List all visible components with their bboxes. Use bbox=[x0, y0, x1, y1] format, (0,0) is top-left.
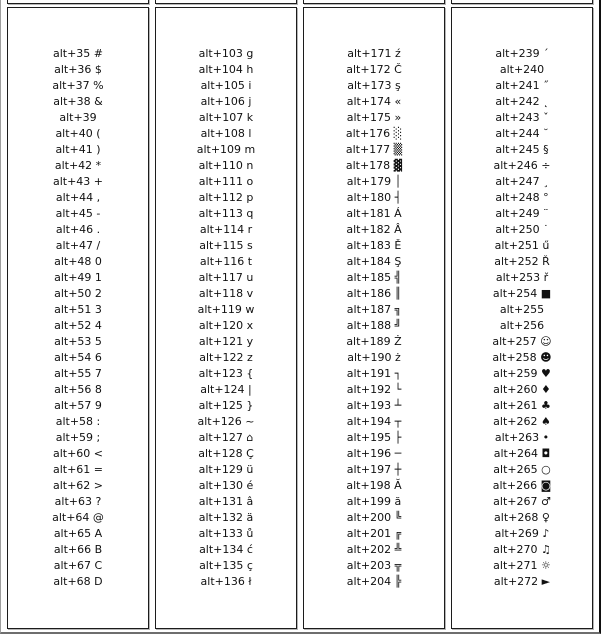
alt-code-line: alt+64 @ bbox=[52, 511, 104, 524]
alt-code-line: alt+108 l bbox=[200, 127, 252, 140]
alt-code-line: alt+58 : bbox=[55, 415, 101, 428]
alt-code-line: alt+47 / bbox=[55, 239, 101, 252]
alt-code-line: alt+175 » bbox=[346, 111, 402, 124]
alt-code-line: alt+199 ă bbox=[346, 495, 402, 508]
alt-code-line: alt+248 ° bbox=[495, 191, 549, 204]
alt-code-line: alt+176 ░ bbox=[345, 127, 403, 140]
alt-code-line: alt+174 « bbox=[346, 95, 402, 108]
alt-code-line: alt+133 ů bbox=[198, 527, 254, 540]
alt-code-line: alt+106 j bbox=[200, 95, 252, 108]
alt-code-line: alt+57 9 bbox=[54, 399, 102, 412]
alt-code-line: alt+197 ┼ bbox=[346, 463, 402, 476]
alt-code-line: alt+247 ¸ bbox=[495, 175, 549, 188]
alt-code-line: alt+243 ˇ bbox=[495, 111, 549, 124]
alt-code-line: alt+122 z bbox=[199, 351, 253, 364]
alt-code-line: alt+115 s bbox=[199, 239, 253, 252]
alt-code-line: alt+246 ÷ bbox=[493, 159, 551, 172]
alt-code-line: alt+188 ╝ bbox=[346, 319, 402, 332]
alt-code-line: alt+135 ç bbox=[199, 559, 253, 572]
alt-code-line: alt+272 ► bbox=[493, 575, 551, 588]
alt-code-line: alt+264 ◘ bbox=[493, 447, 551, 460]
alt-code-line: alt+37 % bbox=[52, 79, 104, 92]
alt-code-line: alt+136 ł bbox=[200, 575, 252, 588]
alt-code-line: alt+132 ä bbox=[198, 511, 254, 524]
alt-code-line: alt+42 * bbox=[54, 159, 102, 172]
alt-code-line: alt+172 Č bbox=[346, 63, 402, 76]
alt-code-line: alt+134 ć bbox=[199, 543, 253, 556]
alt-code-line: alt+123 { bbox=[198, 367, 254, 380]
alt-code-line: alt+60 < bbox=[52, 447, 104, 460]
alt-code-line: alt+171 ź bbox=[347, 47, 401, 60]
alt-code-line: alt+65 A bbox=[53, 527, 103, 540]
alt-code-line: alt+198 Ă bbox=[346, 479, 402, 492]
alt-code-line: alt+240 bbox=[499, 63, 545, 76]
alt-codes-column-4 bbox=[451, 7, 593, 629]
alt-code-line: alt+195 ├ bbox=[346, 431, 402, 444]
alt-code-line: alt+261 ♣ bbox=[493, 399, 551, 412]
alt-codes-row bbox=[7, 7, 593, 629]
alt-code-line: alt+120 x bbox=[198, 319, 254, 332]
alt-code-line: alt+39 bbox=[59, 111, 97, 124]
alt-code-line: alt+267 ♂ bbox=[493, 495, 551, 508]
alt-code-line: alt+68 D bbox=[53, 575, 103, 588]
alt-code-line: alt+257 ☺ bbox=[492, 335, 552, 348]
alt-code-line: alt+265 ○ bbox=[493, 463, 551, 476]
alt-code-line: alt+193 ┴ bbox=[346, 399, 402, 412]
alt-code-line: alt+262 ♠ bbox=[493, 415, 551, 428]
alt-code-line: alt+180 ┤ bbox=[346, 191, 402, 204]
alt-code-line: alt+252 Ř bbox=[494, 255, 550, 268]
alt-code-line: alt+239 ´ bbox=[495, 47, 549, 60]
alt-codes-column-2 bbox=[155, 7, 297, 629]
alt-code-line: alt+121 y bbox=[198, 335, 254, 348]
alt-code-line: alt+203 ╦ bbox=[346, 559, 402, 572]
alt-codes-column-1 bbox=[7, 7, 149, 629]
alt-code-line: alt+56 8 bbox=[54, 383, 102, 396]
alt-code-line: alt+270 ♫ bbox=[493, 543, 551, 556]
alt-code-line: alt+200 ╚ bbox=[346, 511, 402, 524]
alt-code-line: alt+126 ~ bbox=[197, 415, 255, 428]
alt-code-line: alt+245 § bbox=[495, 143, 549, 156]
alt-code-line: alt+61 = bbox=[52, 463, 104, 476]
alt-code-line: alt+268 ♀ bbox=[494, 511, 550, 524]
alt-code-line: alt+44 , bbox=[55, 191, 101, 204]
alt-code-line: alt+43 + bbox=[52, 175, 104, 188]
alt-code-line: alt+253 ř bbox=[495, 271, 549, 284]
alt-code-line: alt+52 4 bbox=[54, 319, 102, 332]
alt-code-line: alt+110 n bbox=[198, 159, 254, 172]
alt-code-line: alt+201 ╔ bbox=[346, 527, 402, 540]
alt-code-line: alt+256 bbox=[499, 319, 545, 332]
alt-code-line: alt+50 2 bbox=[54, 287, 102, 300]
alt-code-line: alt+258 ☻ bbox=[492, 351, 552, 364]
alt-code-line: alt+40 ( bbox=[55, 127, 101, 140]
alt-code-line: alt+260 ♦ bbox=[493, 383, 551, 396]
alt-code-line: alt+125 } bbox=[198, 399, 254, 412]
alt-code-line: alt+202 ╩ bbox=[346, 543, 402, 556]
alt-code-line: alt+46 . bbox=[55, 223, 101, 236]
alt-code-line: alt+59 ; bbox=[55, 431, 101, 444]
alt-code-line: alt+105 i bbox=[200, 79, 252, 92]
alt-code-line: alt+119 w bbox=[197, 303, 255, 316]
alt-code-line: alt+107 k bbox=[198, 111, 254, 124]
alt-code-line: alt+189 Ż bbox=[346, 335, 402, 348]
alt-code-line: alt+196 ─ bbox=[346, 447, 402, 460]
alt-code-line: alt+184 Ş bbox=[346, 255, 402, 268]
alt-code-line: alt+250 ˙ bbox=[495, 223, 549, 236]
alt-code-line: alt+177 ▒ bbox=[345, 143, 403, 156]
alt-code-line: alt+266 ◙ bbox=[492, 479, 552, 492]
alt-code-line: alt+45 - bbox=[55, 207, 101, 220]
alt-code-line: alt+51 3 bbox=[54, 303, 102, 316]
alt-code-line: alt+124 | bbox=[200, 383, 252, 396]
alt-code-line: alt+183 Ě bbox=[346, 239, 402, 252]
alt-code-line: alt+109 m bbox=[196, 143, 256, 156]
alt-code-line: alt+263 • bbox=[494, 431, 550, 444]
alt-code-line: alt+179 │ bbox=[346, 175, 402, 188]
alt-code-line: alt+66 B bbox=[53, 543, 103, 556]
alt-code-line: alt+249 ¨ bbox=[495, 207, 549, 220]
alt-code-line: alt+187 ╗ bbox=[346, 303, 402, 316]
alt-code-line: alt+129 ü bbox=[198, 463, 254, 476]
alt-code-line: alt+194 ┬ bbox=[346, 415, 402, 428]
alt-code-line: alt+117 u bbox=[198, 271, 254, 284]
alt-code-line: alt+182 Â bbox=[346, 223, 402, 236]
alt-code-line: alt+178 ▓ bbox=[345, 159, 403, 172]
alt-code-line: alt+242 ˛ bbox=[495, 95, 549, 108]
alt-code-line: alt+186 ║ bbox=[346, 287, 402, 300]
alt-code-line: alt+104 h bbox=[198, 63, 254, 76]
alt-code-line: alt+241 ˝ bbox=[495, 79, 549, 92]
alt-code-line: alt+113 q bbox=[198, 207, 254, 220]
alt-code-line: alt+251 ű bbox=[494, 239, 550, 252]
alt-code-line: alt+204 ╠ bbox=[346, 575, 402, 588]
alt-code-line: alt+67 C bbox=[53, 559, 103, 572]
clipped-top-cell bbox=[7, 0, 149, 4]
alt-code-line: alt+111 o bbox=[198, 175, 254, 188]
alt-code-line: alt+185 ╣ bbox=[346, 271, 402, 284]
alt-code-line: alt+116 t bbox=[199, 255, 253, 268]
alt-code-line: alt+36 $ bbox=[54, 63, 102, 76]
clipped-top-row bbox=[7, 0, 593, 4]
alt-code-line: alt+255 bbox=[499, 303, 545, 316]
alt-code-line: alt+48 0 bbox=[54, 255, 102, 268]
alt-code-line: alt+269 ♪ bbox=[494, 527, 550, 540]
alt-code-line: alt+49 1 bbox=[54, 271, 102, 284]
alt-code-line: alt+63 ? bbox=[54, 495, 102, 508]
alt-code-line: alt+173 ş bbox=[347, 79, 401, 92]
alt-code-line: alt+35 # bbox=[52, 47, 104, 60]
alt-code-line: alt+41 ) bbox=[55, 143, 101, 156]
alt-code-line: alt+38 & bbox=[53, 95, 103, 108]
alt-code-line: alt+271 ☼ bbox=[493, 559, 551, 572]
alt-code-line: alt+114 r bbox=[199, 223, 253, 236]
alt-code-line: alt+244 ˘ bbox=[495, 127, 549, 140]
alt-code-line: alt+62 > bbox=[52, 479, 104, 492]
alt-code-line: alt+55 7 bbox=[54, 367, 102, 380]
alt-code-line: alt+259 ♥ bbox=[493, 367, 551, 380]
alt-code-line: alt+181 Á bbox=[346, 207, 402, 220]
alt-code-line: alt+127 ⌂ bbox=[198, 431, 254, 444]
alt-code-line: alt+131 â bbox=[198, 495, 254, 508]
alt-code-line: alt+190 ż bbox=[347, 351, 401, 364]
alt-code-line: alt+54 6 bbox=[54, 351, 102, 364]
alt-code-line: alt+112 p bbox=[198, 191, 254, 204]
clipped-top-cell bbox=[155, 0, 297, 4]
alt-code-line: alt+254 ■ bbox=[492, 287, 552, 300]
alt-code-line: alt+192 └ bbox=[346, 383, 402, 396]
alt-code-line: alt+53 5 bbox=[54, 335, 102, 348]
alt-codes-column-3 bbox=[303, 7, 445, 629]
clipped-top-cell bbox=[451, 0, 593, 4]
alt-code-line: alt+118 v bbox=[198, 287, 254, 300]
alt-code-line: alt+128 Ç bbox=[198, 447, 254, 460]
clipped-top-cell bbox=[303, 0, 445, 4]
alt-code-line: alt+130 é bbox=[198, 479, 254, 492]
alt-code-line: alt+191 ┐ bbox=[346, 367, 402, 380]
alt-code-line: alt+103 g bbox=[198, 47, 254, 60]
